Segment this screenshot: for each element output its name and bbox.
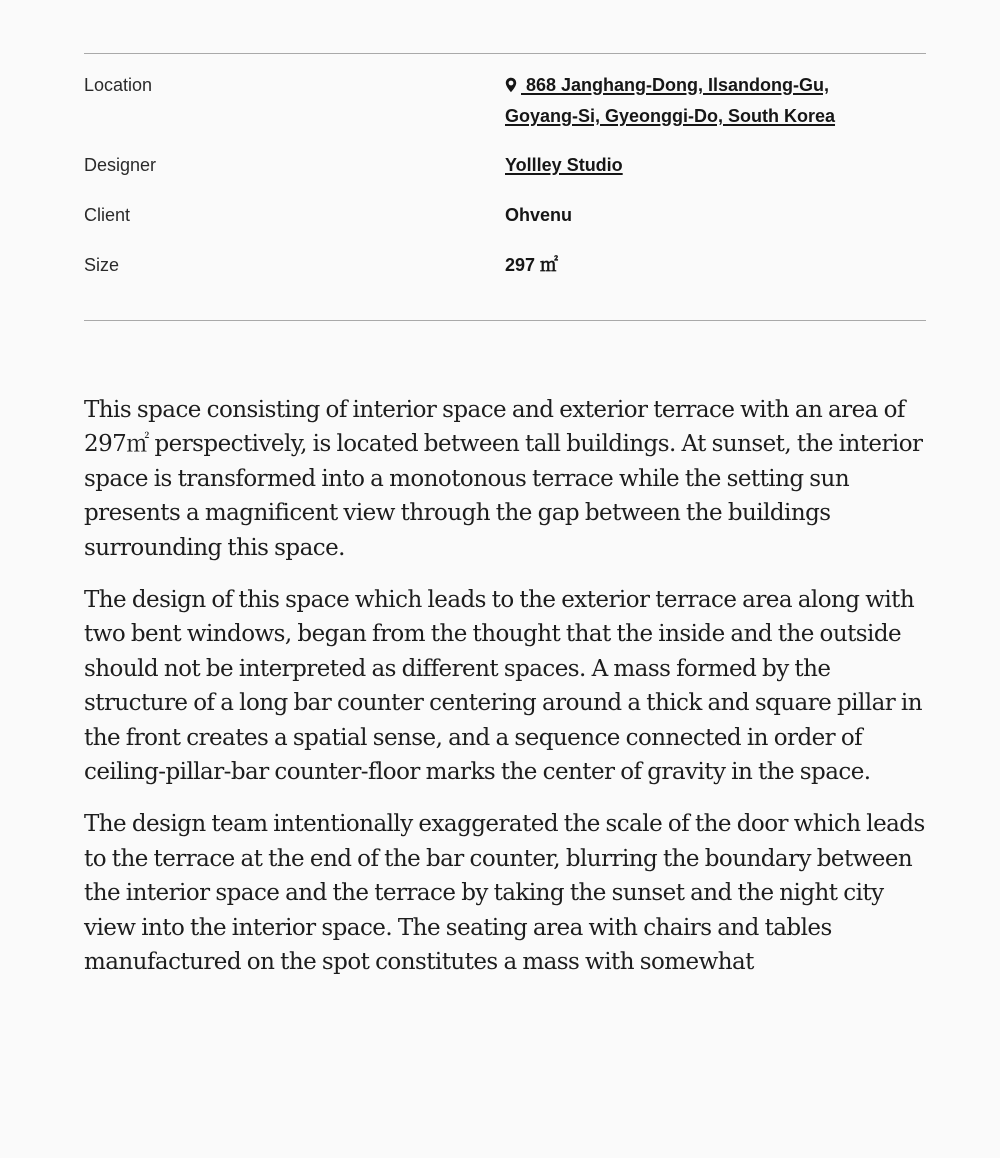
info-row-client [84, 200, 926, 250]
designer-label: Designer [84, 155, 157, 175]
project-info-table [84, 70, 926, 300]
info-row-location [84, 70, 926, 150]
map-pin-icon [505, 77, 517, 93]
location-line-1[interactable]: 868 Janghang-Dong, Ilsandong-Gu, [521, 75, 830, 95]
location-label: Location [84, 75, 153, 95]
article-paragraph-2: The design of this space which leads to the exterior terrace area along with two bent windows, began from the thought that the inside and the outside should not be interpreted as different spaces. A mass formed by the structure of a long bar counter centering around a thick and square pillar in the front creates a spatial sense, and a sequence connected in order of ceiling-pillar-bar counter-floor marks the center of gravity in the space. [84, 587, 923, 786]
size-value: 297 ㎡ [505, 255, 559, 275]
designer-link[interactable]: Yollley Studio [505, 155, 623, 175]
location-value[interactable] [505, 70, 926, 132]
bottom-divider [84, 320, 926, 321]
article-paragraph-1: This space consisting of interior space and exterior terrace with an area of 297㎡ perspectively, is located between tall buildings. At sunset, the interior space is transformed into a monotonous terrace while the setting sun presents a magnificent view through the gap between the buildings surrounding this space. [84, 397, 923, 561]
article-body [84, 393, 926, 998]
client-value: Ohvenu [505, 205, 573, 225]
info-row-size [84, 250, 926, 300]
client-label: Client [84, 205, 131, 225]
location-link[interactable] [505, 75, 835, 126]
designer-value[interactable] [505, 150, 926, 181]
info-row-designer [84, 150, 926, 200]
size-label: Size [84, 255, 120, 275]
article-paragraph-3: The design team intentionally exaggerated the scale of the door which leads to the terrace at the end of the bar counter, blurring the boundary between the interior space and the terrace by taking the sunset and the night city view into the interior space. The seating area with chairs and tables manufactured on the spot constitutes a mass with somewhat [84, 811, 925, 976]
location-line-2[interactable]: Goyang-Si, Gyeonggi-Do, South Korea [505, 106, 836, 126]
top-divider [84, 53, 926, 54]
